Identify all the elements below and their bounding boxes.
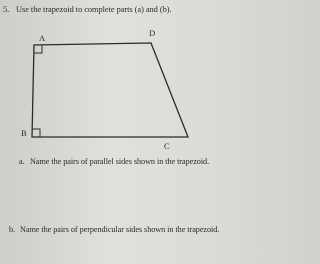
question-a [19, 157, 209, 166]
question-b-letter: b. [9, 225, 16, 234]
vertex-label-b: B [21, 128, 27, 138]
vertex-label-c: C [164, 141, 170, 151]
instruction-text: Use the trapezoid to complete parts (a) and (b). [16, 5, 172, 14]
question-b-text: Name the pairs of perpendicular sides shown in the trapezoid. [20, 225, 220, 234]
question-a-letter: a. [19, 157, 25, 166]
right-angle-mark-b [32, 129, 40, 137]
vertex-label-a: A [39, 33, 46, 43]
problem-number: 5. [3, 5, 10, 14]
trapezoid-outline [32, 43, 188, 137]
question-b [9, 225, 219, 234]
vertex-label-d: D [149, 28, 156, 38]
right-angle-mark-a [34, 45, 42, 53]
question-a-text: Name the pairs of parallel sides shown in the trapezoid. [30, 157, 210, 166]
